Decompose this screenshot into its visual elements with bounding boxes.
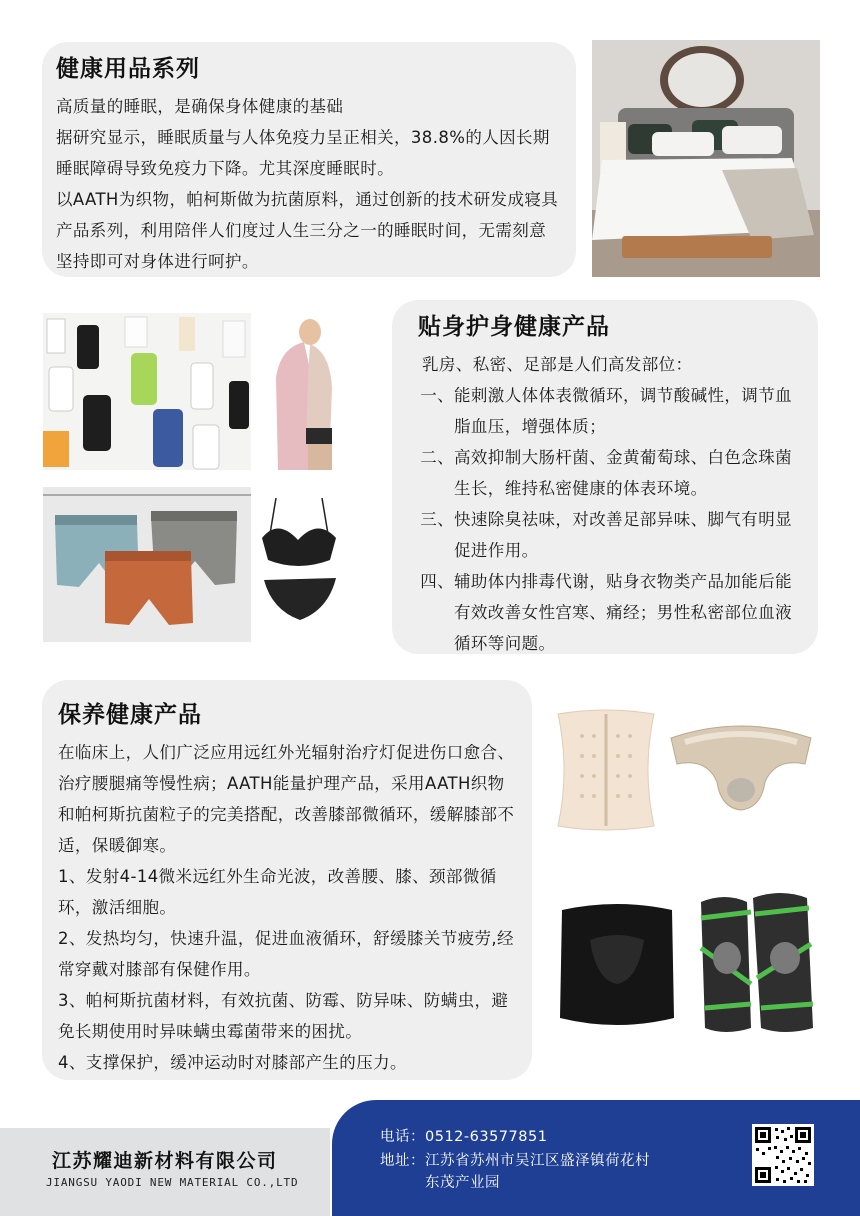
list-item-number: 一、 (420, 386, 454, 405)
health-series-title: 健康用品系列 (56, 56, 200, 82)
list-item-text: 快速除臭祛味，对改善足部异味、脚气有明显促进作用。 (454, 510, 792, 560)
company-name-cn: 江苏耀迪新材料有限公司 (52, 1150, 278, 1172)
health-series-paragraph: 以AATH为织物，帕柯斯做为抗菌原料，通过创新的技术研发成寝具产品系列，利用陪伴人们度过人生三分之一的睡眠时间，无需刻意坚持即可对身体进行呵护。 (56, 190, 559, 271)
health-series-card (42, 42, 576, 277)
body-care-card (392, 300, 818, 654)
health-series-paragraph: 高质量的睡眠，是确保身体健康的基础 (56, 97, 344, 116)
list-item-text: 高效抑制大肠杆菌、金黄葡萄球、白色念珠菌生长，维持私密健康的体表环境。 (454, 448, 792, 498)
list-item (408, 380, 802, 442)
care-products-paragraph: 2、发热均匀，快速升温，促进血液循环，舒缓膝关节疲劳,经常穿戴对膝部有保健作用。 (58, 929, 514, 979)
boxers-photo (43, 487, 251, 642)
body-care-title: 贴身护身健康产品 (418, 314, 610, 340)
company-name-en: JIANGSU YAODI NEW MATERIAL CO.,LTD (46, 1176, 299, 1189)
care-products-paragraph: 1、发射4-14微米远红外生命光波，改善腰、膝、颈部微循环，激活细胞。 (58, 867, 497, 917)
knee-sleeves-photo (695, 888, 819, 1036)
body-care-list (408, 380, 802, 659)
address-text (425, 1150, 650, 1194)
socks-photo (43, 313, 251, 470)
care-products-card (42, 680, 532, 1080)
phone-number: 0512-63577851 (425, 1129, 548, 1145)
bedroom-photo (592, 40, 820, 277)
care-products-paragraph: 在临床上，人们广泛应用远红外光辐射治疗灯促进伤口愈合、治疗腰腿痛等慢性病；AATH能量护理产品，采用AATH织物和帕柯斯抗菌粒子的完美搭配，改善膝部微循环，缓解膝部不适，保暖御寒。 (58, 743, 515, 855)
list-item (408, 442, 802, 504)
address-line: 江苏省苏州市吴江区盛泽镇荷花村 (425, 1153, 650, 1169)
list-item (408, 504, 802, 566)
list-item-number: 二、 (420, 448, 454, 467)
care-products-paragraph: 4、支撑保护，缓冲运动时对膝部产生的压力。 (58, 1053, 407, 1072)
couple-thermal-photo (270, 318, 338, 470)
list-item-text: 辅助体内排毒代谢，贴身衣物类产品加能后能有效改善女性宫寒、痛经；男性私密部位血液循环等问题。 (454, 572, 792, 653)
list-item-number: 三、 (420, 510, 454, 529)
phone-row (380, 1126, 547, 1148)
neck-wrap-photo (665, 718, 817, 818)
health-series-paragraph: 据研究显示，睡眠质量与人体免疫力呈正相关，38.8%的人因长期睡眠障碍导致免疫力下降。尤其深度睡眠时。 (56, 128, 550, 178)
lingerie-photo (256, 490, 342, 640)
qr-code-icon (752, 1124, 814, 1186)
address-row (380, 1150, 650, 1194)
waist-belt-photo (542, 706, 670, 834)
address-line: 东茂产业园 (425, 1175, 500, 1191)
address-label: 地址： (380, 1153, 425, 1169)
list-item-text: 能刺激人体体表微循环，调节酸碱性，调节血脂血压，增强体质； (454, 386, 792, 436)
phone-label: 电话： (380, 1129, 425, 1145)
body-care-intro: 乳房、私密、足部是人们高发部位： (422, 355, 693, 374)
care-products-title: 保养健康产品 (58, 702, 202, 728)
care-products-paragraph: 3、帕柯斯抗菌材料，有效抗菌、防霉、防异味、防螨虫，避免长期使用时异味螨虫霉菌带来的困扰。 (58, 991, 509, 1041)
neck-support-photo (552, 900, 682, 1030)
list-item (408, 566, 802, 659)
list-item-number: 四、 (420, 572, 454, 591)
